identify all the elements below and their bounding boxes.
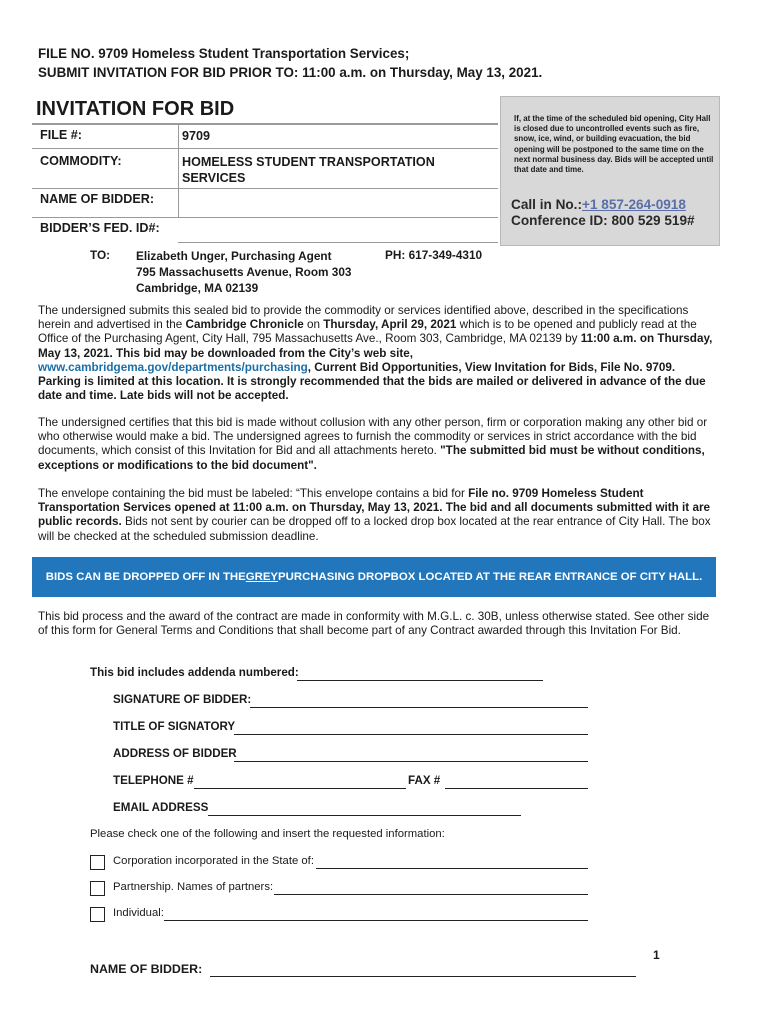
fed-id-field[interactable]	[182, 219, 492, 241]
bidder-name-field[interactable]	[182, 190, 492, 214]
corporation-state-field[interactable]	[316, 868, 588, 869]
addenda-field[interactable]	[297, 680, 543, 681]
file-number-label: FILE #:	[40, 128, 82, 142]
call-in-info	[511, 197, 695, 229]
document-header	[38, 44, 542, 82]
corporation-label: Corporation incorporated in the State of:	[113, 855, 314, 867]
email-label: EMAIL ADDRESS	[113, 801, 209, 814]
purchasing-agent-address	[136, 248, 352, 296]
purchasing-website-link[interactable]: www.cambridgema.gov/departments/purchasing	[38, 360, 308, 374]
footer-bidder-name-field[interactable]	[210, 976, 636, 977]
addenda-label: This bid includes addenda numbered:	[90, 666, 299, 679]
partnership-label: Partnership. Names of partners:	[113, 881, 274, 893]
conference-id: Conference ID: 800 529 519#	[511, 213, 695, 228]
page-number: 1	[653, 948, 660, 962]
file-number-value: 9709	[182, 129, 211, 143]
bidder-address-field[interactable]	[234, 761, 588, 762]
conformity-paragraph: This bid process and the award of the contract are made in conformity with M.G.L. c. 30B, unless otherwise stated. See other side of this form for General Terms and Conditions that shall become part of any Contract awarded through this Invitation For Bid.	[38, 610, 710, 638]
header-file-line: FILE NO. 9709 Homeless Student Transportation Services;	[38, 46, 410, 61]
bid-info-form	[32, 96, 498, 246]
corporation-checkbox[interactable]	[90, 855, 105, 870]
commodity-label: COMMODITY:	[40, 154, 122, 168]
footer-bidder-name-label: NAME OF BIDDER:	[90, 962, 203, 976]
fed-id-label: BIDDER’S FED. ID#:	[40, 221, 160, 235]
partnership-names-field[interactable]	[274, 894, 588, 895]
individual-checkbox[interactable]	[90, 907, 105, 922]
agent-street: 795 Massachusetts Avenue, Room 303	[136, 265, 352, 279]
call-in-number-link[interactable]: +1 857-264-0918	[582, 197, 686, 212]
bid-submission-paragraph: The undersigned submits this sealed bid to provide the commodity or services identified above, described in the specifications herein and advertised in the Cambridge Chronicle on Thursday, April 29, 2021 which is to be opened and publicly read at the Office of the Purchasing Agent, City Hall, 795 Massachusetts Ave., Room 303, Cambridge, MA 02139 by 11:00 a.m. on Thursday, May 13, 2021. This bid may be downloaded from the City’s web site, www.cambridgema.gov/departments/purchasing, Current Bid Opportunities, View Invitation for Bids, File No. 9709. Parking is limited at this location. It is strongly recommended that the bids are mailed or delivered in advance of the due date and time. Late bids will not be accepted.	[38, 304, 713, 403]
email-field[interactable]	[208, 815, 521, 816]
bidder-name-label: NAME OF BIDDER:	[40, 192, 155, 206]
certification-paragraph: The undersigned certifies that this bid is made without collusion with any other person, firm or corporation making any other bid or who otherwise would make a bid. The undersigned agrees to furnish the commodity or services in strict accordance with the bid documents, which consist of this Invitation for Bid and all attachments hereto. "The submitted bid must be without conditions, exceptions or modifications to the bid document".	[38, 416, 708, 472]
bidder-address-label: ADDRESS OF BIDDER	[113, 747, 237, 760]
commodity-value	[182, 154, 435, 186]
agent-name: Elizabeth Unger, Purchasing Agent	[136, 249, 332, 263]
header-deadline-line: SUBMIT INVITATION FOR BID PRIOR TO: 11:00 a.m. on Thursday, May 13, 2021.	[38, 65, 543, 80]
form-title: INVITATION FOR BID	[36, 98, 235, 120]
entity-instruction: Please check one of the following and insert the requested information:	[90, 828, 445, 840]
envelope-label-paragraph: The envelope containing the bid must be labeled: “This envelope contains a bid for File no. 9709 Homeless Student Transportation Services opened at 11:00 a.m. on Thursday, May 13, 2021. The bid and all documents submitted with it are public records. Bids not sent by courier can be dropped off to a locked drop box located at the rear entrance of City Hall. The box will be checked at the scheduled submission deadline.	[38, 487, 711, 543]
closure-notice-text: If, at the time of the scheduled bid opening, City Hall is closed due to uncontrolled events such as fire, snow, ice, wind, or building evacuation, the bid opening will be postponed to the same time on the next normal business day. Bids will be accepted until that date and time.	[514, 114, 714, 175]
commodity-line-2: SERVICES	[182, 171, 246, 185]
signatory-title-field[interactable]	[234, 734, 588, 735]
dropbox-banner: BIDS CAN BE DROPPED OFF IN THE GREY PURCHASING DROPBOX LOCATED AT THE REAR ENTRANCE OF CITY HALL.	[32, 557, 716, 597]
fax-label: FAX #	[408, 774, 441, 787]
individual-label: Individual:	[113, 907, 164, 919]
agent-phone: PH: 617-349-4310	[385, 248, 483, 262]
telephone-label: TELEPHONE #	[113, 774, 194, 787]
signatory-title-label: TITLE OF SIGNATORY	[113, 720, 236, 733]
signature-label: SIGNATURE OF BIDDER:	[113, 693, 252, 706]
call-in-label: Call in No.:	[511, 197, 582, 212]
individual-name-field[interactable]	[164, 920, 588, 921]
commodity-line-1: HOMELESS STUDENT TRANSPORTATION	[182, 155, 435, 169]
signature-field[interactable]	[250, 707, 588, 708]
fax-field[interactable]	[445, 788, 588, 789]
telephone-field[interactable]	[194, 788, 406, 789]
to-label: TO:	[90, 248, 111, 262]
agent-city: Cambridge, MA 02139	[136, 281, 259, 295]
closure-notice-box	[500, 96, 720, 246]
partnership-checkbox[interactable]	[90, 881, 105, 896]
